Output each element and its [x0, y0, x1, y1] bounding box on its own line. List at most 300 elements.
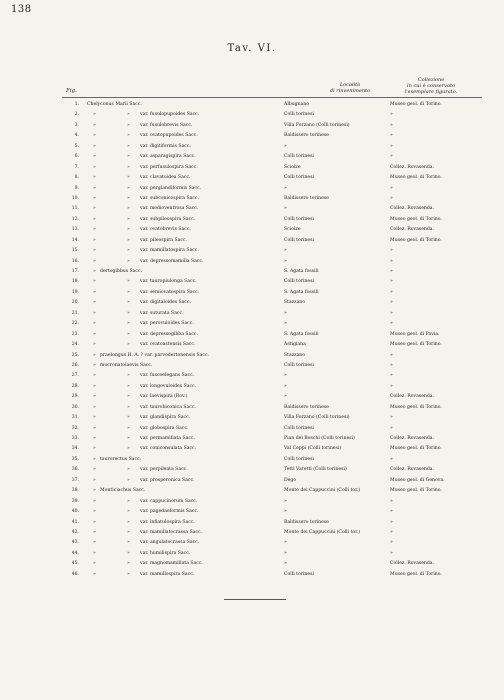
ditto-mark: »	[127, 300, 130, 306]
table-row	[0, 110, 504, 120]
fig-number: 22.	[71, 321, 79, 327]
collection: Museo geol. di Torino.	[390, 404, 442, 410]
locality: S. Agata fossili	[284, 331, 319, 337]
header-collezione	[386, 77, 476, 95]
table-row	[0, 465, 504, 475]
species-name: var. inflatulospira Sacc.	[140, 519, 195, 525]
species-name: var. prosperonica Sacc.	[140, 477, 195, 483]
ditto-mark: »	[93, 133, 96, 139]
locality: Stazzano	[284, 300, 306, 306]
ditto-mark: »	[93, 342, 96, 348]
ditto-mark: »	[127, 175, 130, 181]
ditto-mark: »	[127, 477, 130, 483]
ditto-mark: »	[127, 342, 130, 348]
ditto-mark: »	[93, 446, 96, 452]
locality: Colli torinesi	[284, 571, 314, 577]
collection: Museo geol. di Torino.	[390, 237, 442, 243]
species-name: var. permamillata Sacc.	[140, 436, 195, 441]
header-localita-line2: di rinvenimento	[329, 88, 371, 94]
locality: Baldissero torinese	[284, 195, 329, 201]
table-row	[0, 413, 504, 423]
ditto-mark: »	[127, 122, 130, 128]
collection: Museo geol. di Torino.	[390, 446, 442, 452]
species-name: var. digitaloides Sacc.	[140, 300, 192, 306]
fig-number: 9.	[74, 185, 79, 191]
ditto-mark: »	[93, 112, 96, 118]
locality: Colli torinesi	[284, 362, 314, 368]
species-name: var. angulatocrassa Sacc.	[140, 540, 200, 546]
locality: »	[284, 498, 287, 504]
fig-number: 29.	[71, 394, 79, 400]
locality: Tetti Varetti (Colli torinesi)	[284, 467, 347, 473]
collection: Museo geol. di Pavia.	[390, 331, 440, 337]
table-row	[0, 371, 504, 381]
ditto-mark: »	[127, 195, 130, 201]
collection: Collez. Rovasenda.	[390, 436, 435, 441]
species-name: var. humilispira Sacc.	[140, 550, 191, 556]
fig-number: 34.	[71, 446, 79, 452]
locality: Monte dei Cappuccini (Colli tor.)	[284, 529, 361, 535]
locality: S. Agata fossili	[284, 269, 319, 274]
locality: »	[284, 373, 287, 379]
collection: »	[390, 258, 393, 264]
ditto-mark: »	[93, 571, 96, 577]
ditto-mark: »	[93, 248, 96, 254]
ditto-mark: »	[127, 394, 130, 400]
ditto-mark: »	[93, 237, 96, 243]
collection: Collez. Rovasenda.	[390, 206, 435, 212]
table-row	[0, 204, 504, 214]
fig-number: 16.	[71, 258, 79, 264]
collection: Museo geol. di Genova.	[390, 477, 445, 483]
locality: Baldissero torinese	[284, 133, 329, 139]
ditto-mark: »	[127, 237, 130, 243]
locality: »	[284, 185, 287, 191]
collection: »	[390, 415, 393, 421]
table-row	[0, 236, 504, 246]
species-name: var. coniconsulata Sacc.	[140, 446, 197, 452]
ditto-mark: »	[127, 133, 130, 139]
species-name: var. ovatobrevis Sacc.	[140, 227, 191, 233]
locality: Pian dei Boschi (Colli torinesi)	[284, 436, 355, 441]
ditto-mark: »	[93, 519, 96, 525]
fig-number: 11.	[71, 206, 79, 212]
table-row	[0, 121, 504, 131]
ditto-mark: »	[93, 300, 96, 306]
ditto-mark: »	[93, 383, 96, 389]
fig-number: 28.	[71, 383, 79, 389]
locality: Villa Forzano (Colli torinesi)	[284, 122, 350, 128]
ditto-mark: »	[93, 216, 96, 222]
ditto-mark: »	[93, 122, 96, 128]
fig-number: 12.	[71, 216, 79, 222]
ditto-mark: »	[127, 415, 130, 421]
collection: »	[390, 289, 393, 295]
locality: »	[284, 509, 287, 515]
table-row	[0, 163, 504, 173]
table-row	[0, 455, 504, 465]
ditto-mark: »	[93, 195, 96, 201]
species-name: var. suturata Sacc.	[140, 310, 184, 316]
locality: Sciolze	[284, 164, 301, 170]
species-name: var. pagedaeformis Sacc.	[140, 509, 199, 515]
ditto-mark: »	[93, 436, 96, 441]
plate-title: Tav. VI.	[227, 43, 277, 54]
ditto-mark: »	[93, 321, 96, 327]
collection: Museo geol. di Torino.	[390, 342, 442, 348]
species-name: var. subconicospira Sacc.	[140, 195, 199, 201]
ditto-mark: »	[93, 362, 96, 368]
fig-number: 38.	[71, 488, 79, 494]
ditto-mark: »	[93, 258, 96, 264]
collection: »	[390, 362, 393, 368]
ditto-mark: »	[93, 154, 96, 160]
species-name: var. laevispira (Rov.)	[140, 394, 188, 400]
ditto-mark: »	[127, 321, 130, 327]
species-name: var. mamillospira Sacc.	[140, 571, 195, 577]
locality: »	[284, 258, 287, 264]
ditto-mark: »	[93, 425, 96, 431]
fig-number: 4.	[74, 133, 79, 139]
ditto-mark: »	[93, 488, 96, 494]
collection: »	[390, 529, 393, 535]
ditto-mark: »	[127, 540, 130, 546]
species-name: var. mamillatospira Sacc.	[140, 248, 199, 254]
table-row	[0, 194, 504, 204]
fig-number: 25.	[71, 352, 79, 358]
table-row	[0, 538, 504, 548]
ditto-mark: »	[93, 498, 96, 504]
header-fig: Fig.	[66, 88, 77, 94]
species-name: var. asparagispira Sacc.	[140, 154, 196, 160]
table-row	[0, 351, 504, 361]
fig-number: 27.	[71, 373, 79, 379]
species-name: var. fuscoelegans Sacc.	[140, 373, 195, 379]
locality: Villa Forzano (Colli torinesi)	[284, 415, 350, 421]
locality: »	[284, 561, 287, 567]
species-name: var. depressogibba Sacc.	[140, 331, 198, 337]
locality: »	[284, 383, 287, 389]
ditto-mark: »	[127, 383, 130, 389]
table-row	[0, 507, 504, 517]
ditto-mark: »	[127, 446, 130, 452]
locality: Monte dei Cappuccini (Colli tor.)	[284, 488, 361, 494]
table-row	[0, 549, 504, 559]
table-row	[0, 528, 504, 538]
locality: Baldissero torinese	[284, 519, 329, 525]
collection: »	[390, 383, 393, 389]
fig-number: 36.	[71, 467, 79, 473]
table-row	[0, 434, 504, 444]
ditto-mark: »	[127, 289, 130, 295]
fig-number: 43.	[71, 540, 79, 546]
fig-number: 26.	[71, 362, 79, 368]
species-name: var. digitiformis Sacc.	[140, 143, 191, 149]
locality: Dego	[284, 477, 297, 483]
locality: Colli torinesi	[284, 456, 314, 462]
fig-number: 42.	[71, 529, 79, 535]
ditto-mark: »	[127, 258, 130, 264]
locality: »	[284, 321, 287, 327]
locality: Sciolze	[284, 227, 301, 233]
species-name: var. fusulopupoides Sacc.	[140, 112, 200, 118]
species-name: var. glandispira Sacc.	[140, 415, 191, 421]
ditto-mark: »	[93, 373, 96, 379]
ditto-mark: »	[127, 112, 130, 118]
collection: »	[390, 300, 393, 306]
locality: »	[284, 248, 287, 254]
ditto-mark: »	[93, 331, 96, 337]
fig-number: 20.	[71, 300, 79, 306]
locality: Astigiana	[284, 342, 306, 348]
species-name: var. tauropiulonga Sacc.	[140, 279, 197, 285]
fig-number: 23.	[71, 331, 79, 337]
ditto-mark: »	[127, 143, 130, 149]
collection: Collez. Rovasenda.	[390, 227, 435, 233]
ditto-mark: »	[127, 550, 130, 556]
fig-number: 40.	[71, 509, 79, 515]
fig-number: 21.	[71, 310, 79, 316]
table-row	[0, 497, 504, 507]
collection: »	[390, 456, 393, 462]
table-row	[0, 330, 504, 340]
ditto-mark: »	[127, 248, 130, 254]
fig-number: 18.	[71, 279, 79, 285]
ditto-mark: »	[93, 164, 96, 170]
species-name: var. medioventrosa Sacc.	[140, 206, 199, 212]
plate-table	[0, 100, 504, 580]
species-name: var. pileospira Sacc.	[140, 237, 187, 243]
fig-number: 10.	[71, 195, 79, 201]
header-localita-line1: Località	[339, 82, 361, 88]
ditto-mark: »	[93, 279, 96, 285]
ditto-mark: »	[127, 227, 130, 233]
collection: »	[390, 112, 393, 118]
collection: »	[390, 509, 393, 515]
fig-number: 44.	[71, 550, 79, 556]
ditto-mark: »	[127, 509, 130, 515]
collection: »	[390, 122, 393, 128]
locality: Colli torinesi	[284, 154, 314, 160]
ditto-mark: »	[93, 175, 96, 181]
ditto-mark: »	[127, 404, 130, 410]
ditto-mark: »	[93, 467, 96, 473]
collection: »	[390, 143, 393, 149]
locality: Colli torinesi	[284, 216, 314, 222]
collection: Museo geol. di Torino.	[390, 102, 442, 107]
species-name: dertogibbus Sacc.	[100, 269, 143, 274]
ditto-mark: »	[93, 529, 96, 535]
ditto-mark: »	[127, 216, 130, 222]
collection: »	[390, 550, 393, 556]
fig-number: 31.	[71, 415, 79, 421]
species-name: var. semiovatospira Sacc.	[140, 289, 200, 295]
species-name: var. depressomamilla Sacc.	[140, 258, 204, 264]
ditto-mark: »	[93, 540, 96, 546]
ditto-mark: »	[93, 206, 96, 212]
collection: »	[390, 195, 393, 201]
locality: Val Ceppi (Colli torinesi)	[284, 446, 342, 452]
locality: Baldissero torinese	[284, 404, 329, 410]
ditto-mark: »	[127, 519, 130, 525]
ditto-mark: »	[127, 206, 130, 212]
fig-number: 39.	[71, 498, 79, 504]
fig-number: 41.	[71, 519, 79, 525]
table-row	[0, 225, 504, 235]
fig-number: 45.	[71, 561, 79, 567]
table-row	[0, 152, 504, 162]
table-row	[0, 518, 504, 528]
species-name: var. perpileata Sacc.	[140, 467, 188, 473]
fig-number: 19.	[71, 289, 79, 295]
ditto-mark: »	[127, 164, 130, 170]
fig-number: 5.	[74, 143, 79, 149]
locality: Albugnano	[284, 102, 310, 107]
table-row	[0, 444, 504, 454]
collection: »	[390, 279, 393, 285]
ditto-mark: »	[93, 185, 96, 191]
table-row	[0, 298, 504, 308]
collection: Museo geol. di Torino.	[390, 571, 442, 577]
locality: »	[284, 394, 287, 400]
collection: Museo geol. di Torino.	[390, 488, 442, 494]
table-row	[0, 570, 504, 580]
ditto-mark: »	[93, 143, 96, 149]
ditto-mark: »	[93, 289, 96, 295]
species-name: var. subpileospira Sacc.	[140, 216, 196, 222]
species-name: var. ovatoastensis Sacc.	[140, 342, 196, 348]
header-collezione-line1: Collezione	[417, 77, 445, 83]
table-row	[0, 486, 504, 496]
ditto-mark: »	[93, 456, 96, 462]
table-row	[0, 403, 504, 413]
header-collezione-line3: l'esemplare figurato.	[404, 89, 458, 95]
ditto-mark: »	[93, 310, 96, 316]
header-collezione-line2: in cui è conservato	[407, 83, 455, 89]
locality: »	[284, 310, 287, 316]
ditto-mark: »	[127, 279, 130, 285]
collection: »	[390, 133, 393, 139]
table-row	[0, 476, 504, 486]
ditto-mark: »	[127, 571, 130, 577]
locality: »	[284, 143, 287, 149]
ditto-mark: »	[127, 331, 130, 337]
collection: »	[390, 352, 393, 358]
ditto-mark: »	[127, 436, 130, 441]
table-row	[0, 131, 504, 141]
ditto-mark: »	[93, 509, 96, 515]
ditto-mark: »	[93, 477, 96, 483]
locality: S. Agata fossili	[284, 289, 319, 295]
table-row	[0, 142, 504, 152]
footer-rule	[224, 599, 286, 600]
ditto-mark: »	[93, 550, 96, 556]
species-name: var. pergiandiformis Sacc.	[140, 185, 202, 191]
ditto-mark: »	[127, 425, 130, 431]
fig-number: 7.	[74, 164, 79, 170]
header-rule	[62, 97, 482, 98]
fig-number: 17.	[71, 269, 79, 274]
fig-number: 13.	[71, 227, 79, 233]
locality: Colli torinesi	[284, 279, 314, 285]
species-name: Monticiachus Sacc.	[100, 488, 146, 494]
fig-number: 8.	[74, 175, 79, 181]
collection: »	[390, 519, 393, 525]
fig-number: 35.	[71, 456, 79, 462]
fig-number: 15.	[71, 248, 79, 254]
fig-number: 6.	[74, 154, 79, 160]
species-name: var. mamillatocrassa Sacc.	[140, 529, 203, 535]
ditto-mark: »	[127, 154, 130, 160]
locality: Colli torinesi	[284, 175, 314, 181]
ditto-mark: »	[93, 352, 96, 358]
fig-number: 30.	[71, 404, 79, 410]
locality: »	[284, 206, 287, 212]
table-row	[0, 267, 504, 277]
ditto-mark: »	[93, 227, 96, 233]
table-row	[0, 173, 504, 183]
ditto-mark: »	[127, 185, 130, 191]
table-row	[0, 424, 504, 434]
table-row	[0, 277, 504, 287]
collection: »	[390, 269, 393, 274]
collection: »	[390, 310, 393, 316]
table-row	[0, 309, 504, 319]
locality: Colli torinesi	[284, 112, 314, 118]
collection: »	[390, 321, 393, 327]
species-name: praelongus H. A. ? var. parvodertonensis Sacc.	[100, 352, 210, 358]
ditto-mark: »	[93, 561, 96, 567]
ditto-mark: »	[93, 394, 96, 400]
ditto-mark: »	[93, 404, 96, 410]
species-name: taurorectus Sacc.	[100, 456, 142, 462]
collection: Museo geol. di Torino.	[390, 175, 442, 181]
locality: »	[284, 550, 287, 556]
fig-number: 3.	[74, 122, 79, 128]
species-name: var. perovuloides Sacc.	[140, 321, 194, 327]
fig-number: 14.	[71, 237, 79, 243]
ditto-mark: »	[127, 310, 130, 316]
collection: »	[390, 185, 393, 191]
ditto-mark: »	[93, 415, 96, 421]
ditto-mark: »	[127, 529, 130, 535]
table-row	[0, 559, 504, 569]
fig-number: 46.	[71, 571, 79, 577]
collection: Museo geol. di Torino.	[390, 216, 442, 222]
fig-number: 2.	[74, 112, 79, 118]
ditto-mark: »	[93, 269, 96, 274]
species-name: var. cappucinorum Sacc.	[140, 498, 198, 504]
fig-number: 37.	[71, 477, 79, 483]
table-row	[0, 246, 504, 256]
table-row	[0, 215, 504, 225]
species-name: var. fusulobrevis Sacc.	[140, 122, 193, 128]
table-row	[0, 382, 504, 392]
species-name: var. magnomamillata Sacc.	[140, 561, 203, 567]
table-row	[0, 257, 504, 267]
table-row	[0, 361, 504, 371]
collection: Collez. Rovasenda.	[390, 394, 435, 400]
ditto-mark: »	[127, 561, 130, 567]
locality: Stazzano	[284, 352, 306, 358]
header-localita	[300, 82, 400, 94]
collection: Collez. Rovasenda.	[390, 164, 435, 170]
table-row	[0, 288, 504, 298]
fig-number: 24.	[71, 342, 79, 348]
species-name: var. ovatopupoides Sacc.	[140, 133, 198, 139]
collection: Collez. Rovasenda.	[390, 561, 435, 567]
species-name: var. perfusulospira Sacc.	[140, 164, 198, 170]
